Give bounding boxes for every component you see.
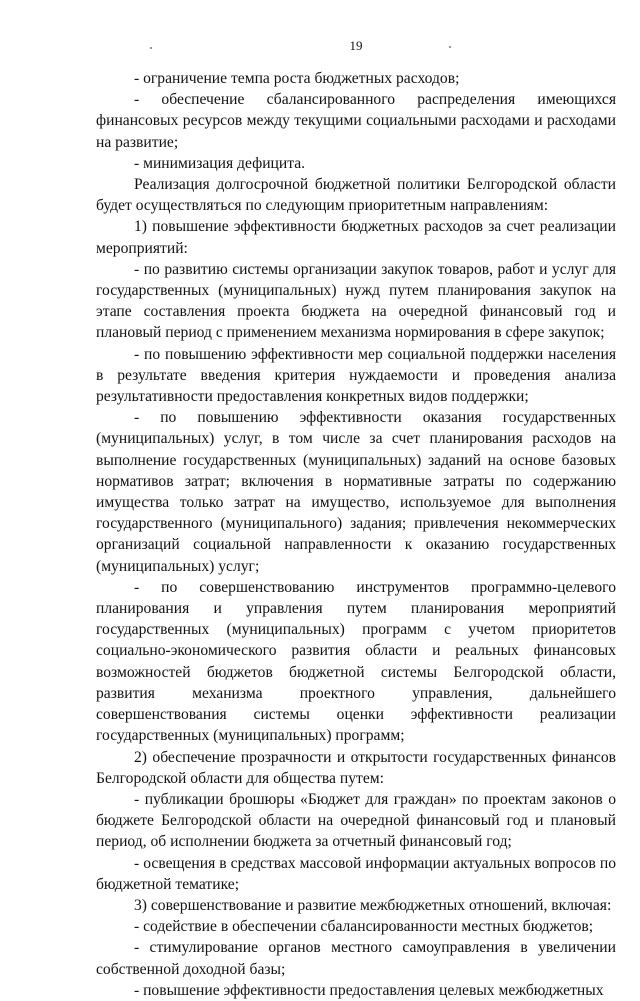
paragraph: - по повышению эффективности мер социальной поддержки населения в результате введения критерия нуждаемости и проведения анализа результативности предоставления конкретных видов поддержки;	[96, 345, 616, 406]
page-number: 19	[349, 38, 363, 53]
paragraph: - минимизация дефицита.	[134, 154, 306, 172]
paragraph: - ограничение темпа роста бюджетных расходов;	[134, 70, 460, 87]
paragraph: Реализация долгосрочной бюджетной политики Белгородской области будет осуществляться по следующим приоритетным направлениям:	[96, 176, 616, 215]
paragraph: - освещения в средствах массовой информации актуальных вопросов по бюджетной тематике;	[96, 854, 616, 893]
paragraph: - обеспечение сбалансированного распределения имеющихся финансовых ресурсов между текущими социальными расходами и расходами на развитие;	[96, 91, 616, 151]
scan-speck	[449, 46, 451, 48]
paragraph: - по повышению эффективности оказания государственных (муниципальных) услуг, в том числе за счет планирования расходов на выполнение государственных (муниципальных) заданий на основе базовых нормативов затрат; включения в нормативные затраты по содержанию имущества только затрат на имущество, используемое для выполнения государственного (муниципального) задания; привлечения некоммерческих организаций социальной направленности к оказанию государственных (муниципальных) услуг;	[96, 409, 616, 575]
paragraph: - по развитию системы организации закупок товаров, работ и услуг для государственных (муниципальных) нужд путем планирования закупок на этапе составления проекта бюджета на очередной финансовый год и плановый период с применением механизма нормирования в сфере закупок;	[96, 260, 616, 342]
paragraph: 2) обеспечение прозрачности и открытости государственных финансов Белгородской области для общества путем:	[96, 748, 616, 787]
paragraph: 3) совершенствование и развитие межбюджетных отношений, включая:	[134, 896, 612, 914]
paragraph: - публикации брошюры «Бюджет для граждан» по проектам законов о бюджете Белгородской области на очередной финансовый год и плановый период, об исполнении бюджета за отчетный финансовый год;	[96, 790, 616, 851]
scan-speck	[150, 47, 152, 49]
body-text	[96, 68, 616, 1001]
paragraph: - содействие в обеспечении сбалансированности местных бюджетов;	[134, 918, 594, 936]
paragraph: - по совершенствованию инструментов программно-целевого планирования и управления путем планирования мероприятий государственных (муниципальных) программ с учетом приоритетов социально-экономического развития области и реальных финансовых возможностей бюджетов бюджетной системы Белгородской области, развития механизма проектного управления, дальнейшего совершенствования системы оценки эффективности реализации государственных (муниципальных) программ;	[96, 578, 616, 745]
paragraph: - стимулирование органов местного самоуправления в увеличении собственной доходной базы;	[96, 939, 616, 978]
paragraph: 1) повышение эффективности бюджетных расходов за счет реализации мероприятий:	[96, 218, 616, 257]
paragraph: - повышение эффективности предоставления целевых межбюджетных	[134, 981, 604, 999]
